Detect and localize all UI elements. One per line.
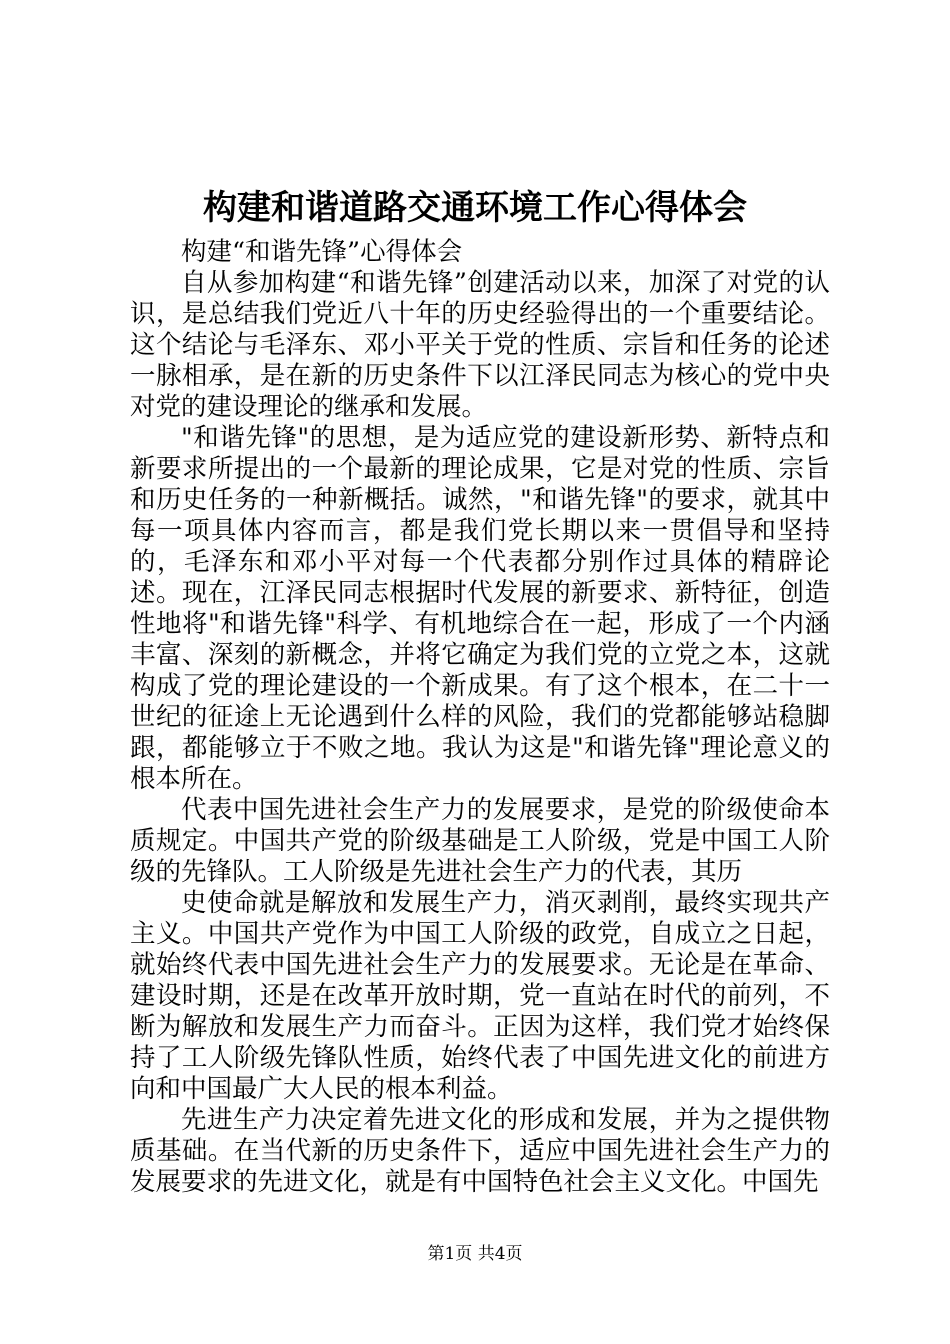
paragraph: "和谐先锋"的思想，是为适应党的建设新形势、新特点和新要求所提出的一个最新的理论成果，它是对党的性质、宗旨和历史任务的一种新概括。诚然，"和谐先锋"的要求，就其中每一项具体内容而言，都是我们党长期以来一贯倡导和坚持的，毛泽东和邓小平对每一个代表都分别作过具体的精辟论述。现在，江泽民同志根据时代发展的新要求、新特征，创造性地将"和谐先锋"科学、有机地综合在一起，形成了一个内涵丰富、深刻的新概念，并将它确定为我们党的立党之本，这就构成了党的理论建设的一个新成果。有了这个根本，在二十一世纪的征途上无论遇到什么样的风险，我们的党都能够站稳脚跟，都能够立于不败之地。我认为这是"和谐先锋"理论意义的根本所在。 (130, 423, 830, 794)
paragraph: 自从参加构建“和谐先锋”创建活动以来，加深了对党的认识，是总结我们党近八十年的历史经验得出的一个重要结论。这个结论与毛泽东、邓小平关于党的性质、宗旨和任务的论述一脉相承，是在新的历史条件下以江泽民同志为核心的党中央对党的建设理论的继承和发展。 (130, 268, 830, 422)
paragraph: 史使命就是解放和发展生产力，消灭剥削，最终实现共产主义。中国共产党作为中国工人阶级的政党，自成立之日起，就始终代表中国先进社会生产力的发展要求。无论是在革命、建设时期，还是在改革开放时期，党一直站在时代的前列，不断为解放和发展生产力而奋斗。正因为这样，我们党才始终保持了工人阶级先锋队性质，始终代表了中国先进文化的前进方向和中国最广大人民的根本利益。 (130, 888, 830, 1104)
document-body (130, 237, 830, 1198)
paragraph-subtitle: 构建“和谐先锋”心得体会 (181, 237, 463, 267)
paragraph: 代表中国先进社会生产力的发展要求，是党的阶级使命本质规定。中国共产党的阶级基础是工人阶级，党是中国工人阶级的先锋队。工人阶级是先进社会生产力的代表，其历 (130, 795, 830, 887)
paragraph: 先进生产力决定着先进文化的形成和发展，并为之提供物质基础。在当代新的历史条件下，适应中国先进社会生产力的发展要求的先进文化，就是有中国特色社会主义文化。中国先 (130, 1105, 830, 1197)
document-title: 构建和谐道路交通环境工作心得体会 (203, 188, 747, 228)
page-footer: 第1页 共4页 (427, 1244, 523, 1264)
